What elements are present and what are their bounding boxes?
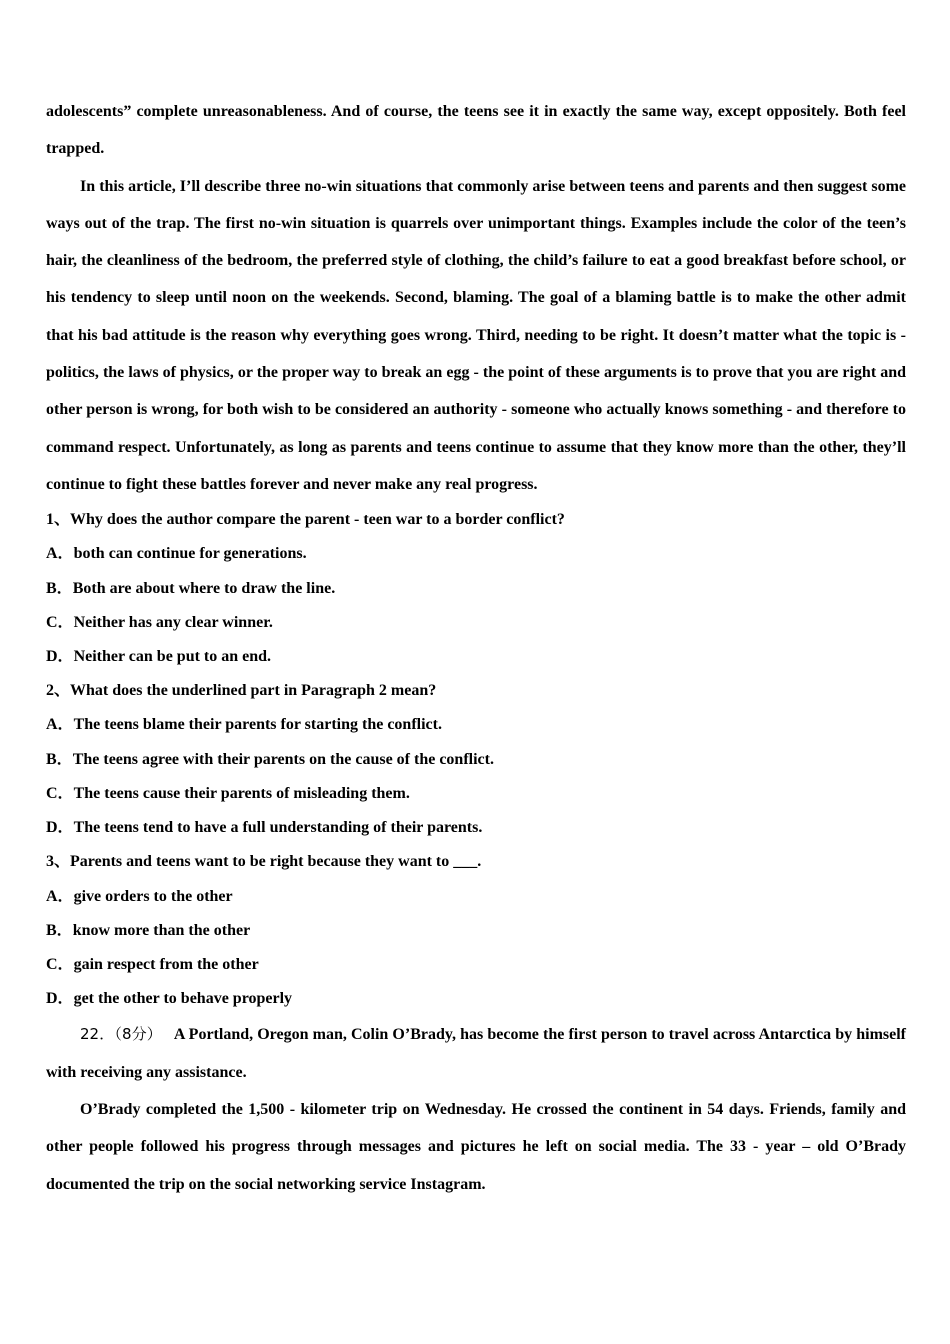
passage-paragraph-article: In this article, I’ll describe three no-win situations that commonly arise between teens and parents and then suggest some ways out of the trap. The first no-win situation is quarrels over unimportant things. Examples include the color of the teen’s hair, the cleanliness of the bedroom, the preferred style of clothing, the child’s failure to eat a good breakfast before school, or his tendency to sleep until noon on the weekends. Second, blaming. The goal of a blaming battle is to make the other admit that his bad attitude is the reason why everything goes wrong. Third, needing to be right. It doesn’t matter what the topic is - politics, the laws of physics, or the proper way to break an egg - the point of these arguments is to prove that you are right and other person is wrong, for both wish to be considered an authority - someone who actually knows something - and therefore to command respect. Unfortunately, as long as parents and teens continue to assume that they know more than the other, they’ll continue to fight these battles forever and never make any real progress.: [46, 177, 906, 493]
option-text: The teens cause their parents of misleading them.: [73, 784, 410, 802]
option-text: Neither can be put to an end.: [73, 648, 272, 666]
question-text: Why does the author compare the parent - teen war to a border conflict?: [70, 511, 565, 529]
option-b: [46, 572, 906, 606]
question-stem: [46, 674, 906, 708]
question-3: [46, 845, 906, 1016]
option-text: give orders to the other: [73, 887, 233, 905]
option-letter: C．: [46, 613, 74, 631]
question-2: [46, 674, 906, 845]
passage-paragraph-continued: adolescents” complete unreasonableness. And of course, the teens see it in exactly the same way, except oppositely. Both feel trapped.: [46, 103, 906, 158]
question-number: 2、: [46, 682, 71, 700]
option-c: [46, 777, 906, 811]
option-letter: D．: [46, 990, 74, 1008]
document-page: [46, 93, 906, 1203]
question-stem: [46, 503, 906, 537]
option-text: Both are about where to draw the line.: [72, 579, 336, 597]
option-letter: D．: [46, 648, 74, 666]
option-b: [46, 914, 906, 948]
option-letter: C．: [46, 784, 74, 802]
option-letter: A．: [46, 716, 74, 734]
option-a: [46, 880, 906, 914]
option-letter: B．: [46, 579, 73, 597]
option-a: [46, 708, 906, 742]
option-b: [46, 743, 906, 777]
option-c: [46, 606, 906, 640]
section-number: 22．（8分）: [80, 1025, 162, 1044]
option-c: [46, 948, 906, 982]
section-intro-text: A Portland, Oregon man, Colin O’Brady, has become the first person to travel across Antarctica by himself with receiving any assistance.: [46, 1026, 906, 1081]
option-text: know more than the other: [72, 921, 251, 939]
section-22-intro: [46, 1016, 906, 1091]
option-letter: D．: [46, 819, 74, 837]
option-text: get the other to behave properly: [73, 990, 293, 1008]
option-text: The teens agree with their parents on the cause of the conflict.: [72, 750, 494, 768]
question-text: What does the underlined part in Paragraph 2 mean?: [70, 682, 437, 700]
section-22-paragraph: O’Brady completed the 1,500 - kilometer trip on Wednesday. He crossed the continent in 54 days. Friends, family and other people followed his progress through messages and pictures he left on social media. The 33 - year – old O’Brady documented the trip on the social networking service Instagram.: [46, 1100, 906, 1193]
option-letter: A．: [46, 887, 74, 905]
option-letter: C．: [46, 955, 74, 973]
question-text: Parents and teens want to be right because they want to ___.: [70, 853, 482, 871]
question-number: 1、: [46, 511, 71, 529]
question-1: [46, 503, 906, 674]
option-letter: B．: [46, 750, 73, 768]
option-text: The teens tend to have a full understanding of their parents.: [73, 819, 483, 837]
option-d: [46, 982, 906, 1016]
option-a: [46, 537, 906, 571]
option-letter: A．: [46, 545, 74, 563]
option-text: gain respect from the other: [73, 955, 259, 973]
question-stem: [46, 845, 906, 879]
option-d: [46, 811, 906, 845]
question-number: 3、: [46, 853, 71, 871]
option-text: both can continue for generations.: [73, 545, 307, 563]
option-letter: B．: [46, 921, 73, 939]
option-text: The teens blame their parents for starting the conflict.: [73, 716, 442, 734]
option-text: Neither has any clear winner.: [73, 613, 273, 631]
option-d: [46, 640, 906, 674]
